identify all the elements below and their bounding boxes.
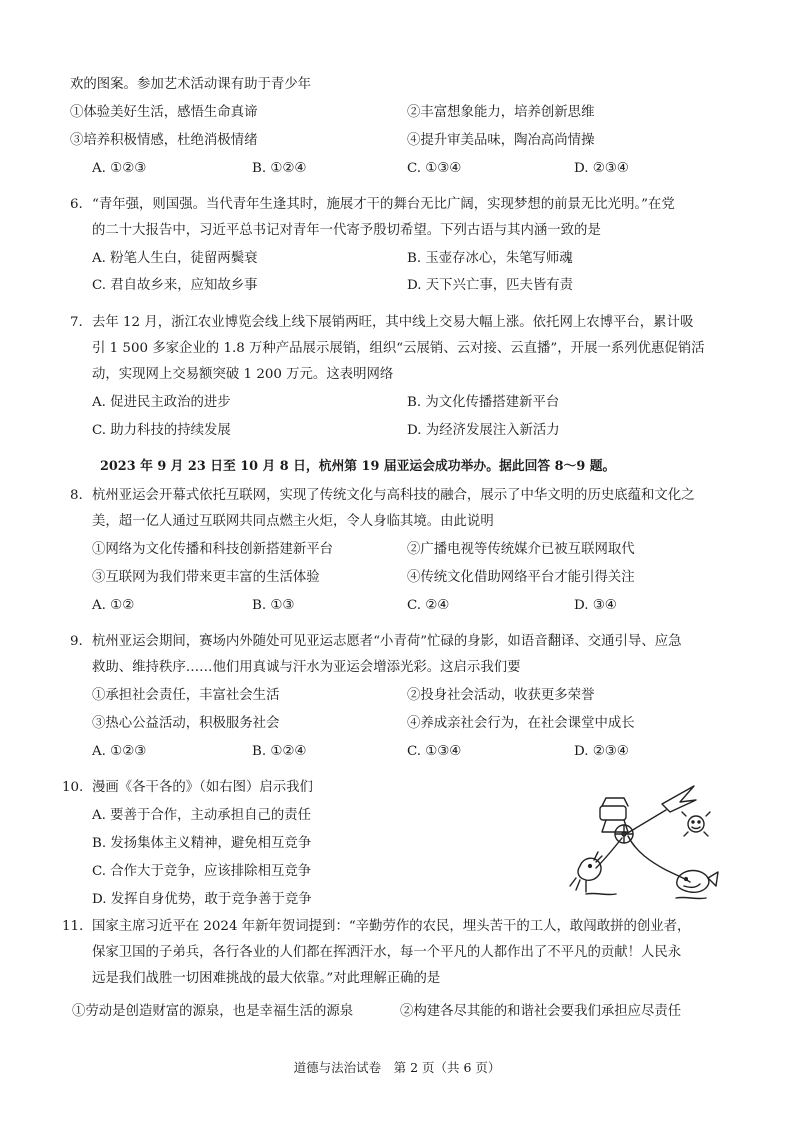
q8-choice-c: C. ②④: [407, 598, 450, 613]
q5-choice-c: C. ①③④: [407, 161, 462, 176]
q8-9-intro: 2023 年 9 月 23 日至 10 月 8 日，杭州第 19 届亚运会成功举办。据此回答 8～9 题。: [100, 459, 616, 474]
q5-choice-a: A. ①②③: [92, 161, 147, 176]
q11-option-2: ②构建各尽其能的和谐社会要我们承担应尽责任: [400, 1004, 682, 1019]
q10-choice-c: C. 合作大于竞争，应该排除相互竞争: [92, 864, 312, 879]
q8-stem-line2: 美，超一亿人通过互联网共同点燃主火炬，令人身临其境。由此说明: [92, 514, 494, 529]
q7-stem-line1: 去年 12 月，浙江农业博览会线上线下展销两旺，其中线上交易大幅上涨。依托网上农博平台，累计吸: [92, 315, 694, 330]
q10-choice-d: D. 发挥自身优势，敢于竞争善于竞争: [92, 892, 312, 907]
q8-option-2: ②广播电视等传统媒介已被互联网取代: [407, 542, 635, 557]
cartoon-illustration: [566, 782, 726, 912]
q7-choice-a: A. 促进民主政治的进步: [92, 395, 231, 410]
q9-choice-d: D. ②③④: [574, 744, 629, 759]
q8-stem-line1: 杭州亚运会开幕式依托互联网，实现了传统文化与高科技的融合，展示了中华文明的历史底蕴和文化之: [92, 488, 695, 503]
q5-stem-cont: 欢的图案。参加艺术活动课有助于青少年: [70, 77, 312, 92]
q9-choice-a: A. ①②③: [92, 744, 147, 759]
q8-choice-a: A. ①②: [92, 598, 135, 613]
q8-option-4: ④传统文化借助网络平台才能引得关注: [407, 570, 635, 585]
q5-choice-d: D. ②③④: [574, 161, 629, 176]
q11-stem-line3: 远是我们战胜一切困难挑战的最大依靠。”对此理解正确的是: [92, 971, 441, 986]
q9-choice-c: C. ①③④: [407, 744, 462, 759]
q7-stem-line3: 动，实现网上交易额突破 1 200 万元。这表明网络: [92, 367, 394, 382]
q5-choice-b: B. ①②④: [252, 161, 307, 176]
q7-choice-b: B. 为文化传播搭建新平台: [407, 395, 560, 410]
q9-option-4: ④养成亲社会行为，在社会课堂中成长: [407, 716, 635, 731]
q5-option-2: ②丰富想象能力，培养创新思维: [407, 105, 595, 120]
q9-number: 9.: [70, 634, 83, 649]
q7-stem-line2: 引 1 500 多家企业的 1.8 万种产品展示展销，组织“云展销、云对接、云直播”，开展一系列优惠促销活: [92, 341, 705, 356]
q8-choice-b: B. ①③: [252, 598, 295, 613]
q11-number: 11.: [62, 919, 84, 934]
q8-option-3: ③互联网为我们带来更丰富的生活体验: [92, 570, 320, 585]
q10-stem: 漫画《各干各的》（如右图）启示我们: [92, 780, 313, 795]
q6-choice-b: B. 玉壶存冰心，朱笔写师魂: [407, 251, 573, 266]
q11-stem-line1: 国家主席习近平在 2024 年新年贺词提到：“辛勤劳作的农民，埋头苦干的工人，敢闯敢拼的创业者，: [92, 919, 691, 934]
q5-option-3: ③培养积极情感，杜绝消极情绪: [70, 133, 258, 148]
q5-option-1: ①体验美好生活，感悟生命真谛: [70, 105, 258, 120]
q10-choice-b: B. 发扬集体主义精神，避免相互竞争: [92, 836, 312, 851]
q9-stem-line1: 杭州亚运会期间，赛场内外随处可见亚运志愿者“小青荷”忙碌的身影，如语音翻译、交通引导、应急: [92, 634, 682, 649]
q10-number: 10.: [62, 780, 84, 795]
q9-option-1: ①承担社会责任，丰富社会生活: [92, 688, 280, 703]
q9-stem-line2: 救助、维持秩序……他们用真诚与汗水为亚运会增添光彩。这启示我们要: [92, 660, 521, 675]
q9-option-3: ③热心公益活动，积极服务社会: [92, 716, 280, 731]
q11-stem-line2: 保家卫国的子弟兵，各行各业的人们都在挥洒汗水，每一个平凡的人都作出了不平凡的贡献！人民永: [92, 945, 682, 960]
q6-choice-c: C. 君自故乡来，应知故乡事: [92, 278, 258, 293]
q10-choice-a: A. 要善于合作，主动承担自己的责任: [92, 808, 312, 823]
q9-choice-b: B. ①②④: [252, 744, 307, 759]
q6-choice-a: A. 粉笔人生白，徒留两鬓衰: [92, 251, 258, 266]
q6-number: 6.: [70, 197, 83, 212]
q7-number: 7.: [70, 315, 83, 330]
q5-option-4: ④提升审美品味，陶冶高尚情操: [407, 133, 595, 148]
q11-option-1: ①劳动是创造财富的源泉，也是幸福生活的源泉: [72, 1004, 354, 1019]
q7-choice-c: C. 助力科技的持续发展: [92, 423, 231, 438]
q9-option-2: ②投身社会活动，收获更多荣誉: [407, 688, 595, 703]
q6-stem-line2: 的二十大报告中，习近平总书记对青年一代寄予殷切希望。下列古语与其内涵一致的是: [92, 223, 601, 238]
q8-choice-d: D. ③④: [574, 598, 617, 613]
q7-choice-d: D. 为经济发展注入新活力: [407, 423, 560, 438]
q8-option-1: ①网络为文化传播和科技创新搭建新平台: [92, 542, 334, 557]
page-footer: 道德与法治试卷 第 2 页（共 6 页）: [293, 1060, 501, 1075]
q8-number: 8.: [70, 488, 83, 503]
q6-stem-line1: “青年强，则国强。当代青年生逢其时，施展才干的舞台无比广阔，实现梦想的前景无比光明。”在党: [92, 197, 675, 212]
q6-choice-d: D. 天下兴亡事，匹夫皆有责: [407, 278, 574, 293]
